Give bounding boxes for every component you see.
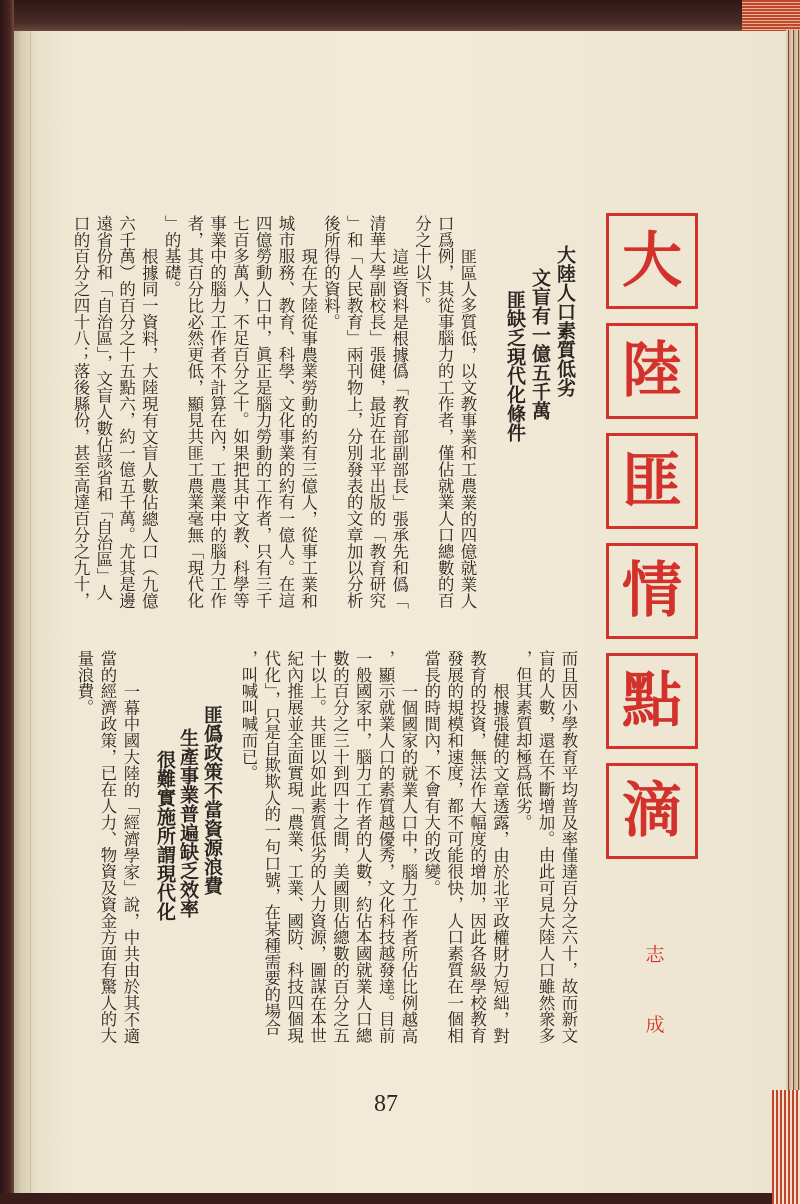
paragraph-line: 十以上。共匪以如此素質低劣的人力資源，圖謀在本世 — [307, 650, 327, 1044]
paragraph-line: 發展的規模和速度，都不可能很快，人口素質在一個相 — [444, 650, 464, 1044]
paragraph-line: 當的經濟政策，已在人力、物資及資金方面有驚人的大 — [98, 650, 117, 1044]
title-character: 滴 — [622, 776, 682, 846]
paragraph-line: ，但其素質却極爲低劣。 — [513, 650, 533, 831]
title-character: 大 — [622, 226, 682, 296]
paragraph-line: 數的百分之三十到四十之間，美國則佔總數的百分之五 — [330, 650, 350, 1044]
paragraph-line: 現在大陸從事農業勞動的約有三億人，從事工業和 — [298, 247, 318, 609]
paragraph-line: 量浪費。 — [75, 650, 94, 716]
paragraph-line: 清華大學副校長」張健，最近在北平出版的「教育研究 — [366, 215, 386, 609]
paragraph-line: 一般國家中，腦力工作者的人數，約佔本國就業人口總 — [353, 650, 373, 1044]
title-character: 陸 — [622, 336, 682, 406]
paragraph-line: 口的百分之四十八；落後縣份，甚至高達百分之九十， — [71, 215, 91, 609]
title-box — [606, 323, 698, 419]
paragraph-line: 而且因小學教育平均普及率僅達百分之六十，故而新文 — [559, 650, 578, 1044]
paragraph-line: 一幕中國大陸的「經濟學家」說，中共由於其不適 — [121, 682, 140, 1044]
section-heading-line: 匪缺乏現代化條件 — [504, 290, 526, 442]
page-number: 87 — [374, 1091, 398, 1117]
section-heading-line: 匪僞政策不當資源浪費 — [201, 705, 223, 895]
paragraph-line: 匪區人多質低，以文教事業和工農業的四億就業人 — [458, 247, 477, 609]
paragraph-line: 者，其百分比必然更低，顯見共匪工農業毫無「現代化 — [184, 215, 204, 609]
paragraph-line: 紀內推展並全面實現「農業、工業、國防、科技四個現 — [284, 650, 304, 1044]
author-character: 成 — [645, 1014, 665, 1036]
section-heading-line: 很難實施所謂現代化 — [154, 750, 176, 921]
paragraph-line: 六千萬）的百分之十五點六，約一億五千萬。尤其是邊 — [116, 215, 136, 609]
paragraph-line: 」的基礎。 — [162, 215, 182, 297]
title-character: 情 — [622, 556, 682, 626]
paragraph-line: 代化」，只是自欺欺人的一句口號，在某種需要的場合 — [261, 650, 281, 1036]
paragraph-line: 四億勞動人口中，眞正是腦力勞動的工作者，只有三千 — [253, 215, 273, 609]
title-character: 匪 — [622, 446, 682, 516]
paragraph-line: 教育的投資，無法作大幅度的增加，因此各級學校教育 — [467, 650, 487, 1044]
title-box — [606, 653, 698, 749]
paragraph-line: 分之十以下。 — [412, 215, 432, 314]
paragraph-line: 遠省份和「自治區」，文盲人數佔該省和「自治區」人 — [93, 215, 113, 601]
paragraph-line: ，顯示就業人口的素質越優秀，文化科技越發達。目前 — [376, 650, 396, 1044]
paragraph-line: 七百多萬人，不足百分之十。如果把其中文教、科學等 — [230, 215, 250, 609]
paragraph-line: 這些資料是根據僞「教育部副部長」張承先和僞「 — [389, 247, 409, 609]
section-heading-line: 生產事業普遍缺乏效率 — [177, 728, 199, 918]
paragraph-line: 當長的時間內，不會有大的改變。 — [421, 650, 441, 896]
paragraph-line: 根據同一資料，大陸現有文盲人數佔總人口（九億 — [139, 247, 159, 609]
title-box — [606, 433, 698, 529]
title-box — [606, 543, 698, 639]
section-heading-line: 文盲有一億五千萬 — [529, 268, 551, 420]
paragraph-line: 盲的人數，還在不斷增加。由此可見大陸人口雖然衆多 — [536, 650, 556, 1044]
section-heading-line: 大陸人口素質低劣 — [554, 245, 576, 397]
title-box — [606, 213, 698, 309]
paragraph-line: 根據張健的文章透露，由於北平政權財力短絀，對 — [490, 682, 510, 1044]
paragraph-line: 口爲例，其從事腦力的工作者，僅佔就業人口總數的百 — [435, 215, 455, 609]
title-box — [606, 763, 698, 859]
paragraph-line: 一個國家的就業人口中，腦力工作者所佔比例越高 — [398, 682, 418, 1044]
author-character: 志 — [645, 944, 665, 966]
title-character: 點 — [622, 666, 682, 736]
paragraph-line: ，叫喊叫喊而已。 — [238, 650, 258, 782]
paragraph-line: 事業中的腦力工作者不計算在內，工農業中的腦力工作 — [207, 215, 227, 609]
paragraph-line: 後所得的資料。 — [321, 215, 341, 330]
paragraph-line: 」和「人民教育」兩刊物上，分別發表的文章加以分析 — [344, 215, 364, 609]
paragraph-line: 城市服務、教育、科學、文化事業的約有一億人。在這 — [275, 215, 295, 609]
